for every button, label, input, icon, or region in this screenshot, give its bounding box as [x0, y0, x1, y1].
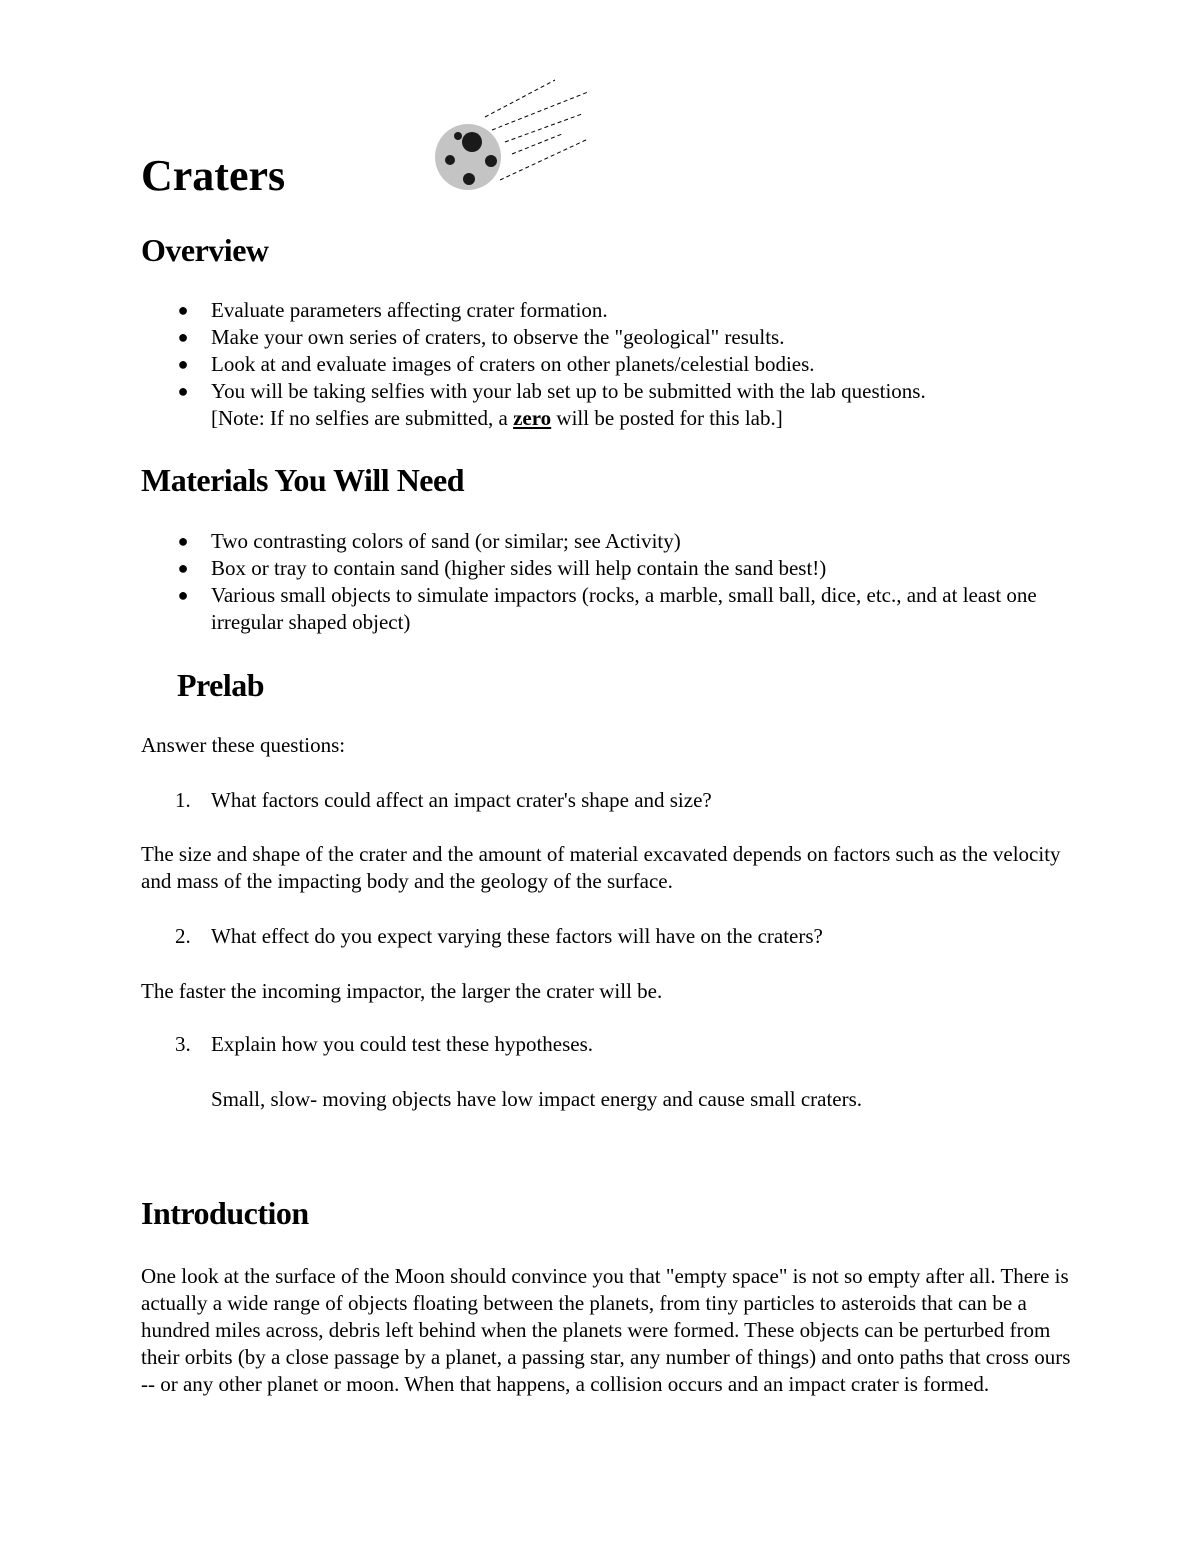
bullet-icon: ● — [177, 381, 189, 401]
page-title: Craters — [141, 151, 286, 200]
list-item: ● You will be taking selfies with your lab set up to be submitted with the lab questions. — [177, 379, 926, 403]
list-item: ● Evaluate parameters affecting crater formation. — [177, 298, 608, 322]
prelab-intro: Answer these questions: — [141, 733, 346, 757]
overview-list — [141, 297, 1101, 432]
document-page: Craters Overview ● Evaluate parameters affecting crater formation. ● Make your own series of craters, to observe the "geological" results. ● Look at and evaluate images of craters on other planets/celestial bodies. ● You will be taking selfies with your lab set up to be submitted with the lab questions. [Note: If no selfies are submitted, a zero will be posted for this lab.] Materials You Will Need ● Two contrasting colors of sand (or similar; see Activity) ● Box or tray to contain sand (higher sides will help contain the sand best!) ● Various small objects to simulate impactors (rocks, a marble, small ball, dice, etc., and at least one irregular shaped object) Prelab Answer these questions: 1. What factors could affect an impact crater's shape and size? The size and shape of the crater and the amount of material excavated depends on factors such as the velocity and mass of the impacting body and the geology of the surface. 2. What effect do you expect varying these factors will have on the craters? The faster the incoming impactor, the larger the crater will be. 3. Explain how you could test these hypotheses. Small, slow- moving objects have low impact energy and cause small craters. Introduction One look at the surface of the Moon should convince you that "empty space" is not so empty after all. There is actually a wide range of objects floating between the planets, from tiny particles to asteroids that can be a hundred miles across, debris left behind when the planets were formed. These objects can be perturbed from their orbits (by a close passage by a planet, a passing star, any number of things) and onto paths that cross ours -- or any other planet or moon. When that happens, a collision occurs and an impact crater is formed. — [0, 0, 1200, 1553]
list-item: ● Make your own series of craters, to observe the "geological" results. — [177, 325, 785, 349]
list-item: ● Various small objects to simulate impactors (rocks, a marble, small ball, dice, etc., and at least one irregular shaped object) — [177, 583, 1037, 634]
overview-heading: Overview — [141, 232, 269, 268]
introduction-paragraph: One look at the surface of the Moon should convince you that "empty space" is not so empty after all. There is actually a wide range of objects floating between the planets, from tiny particles to asteroids that can be a hundred miles across, debris left behind when the planets were formed. These objects can be perturbed from their orbits (by a close passage by a planet, a passing star, any number of things) and onto paths that cross ours -- or any other planet or moon. When that happens, a collision occurs and an impact crater is formed. — [141, 1264, 1071, 1396]
list-item: ● Box or tray to contain sand (higher sides will help contain the sand best!) — [177, 556, 827, 580]
list-item: ● Two contrasting colors of sand (or similar; see Activity) — [177, 529, 681, 553]
prelab-answer: The size and shape of the crater and the amount of material excavated depends on factors such as the velocity and mass of the impacting body and the geology of the surface. — [141, 842, 1061, 893]
prelab-answer: Small, slow- moving objects have low impact energy and cause small craters. — [211, 1087, 863, 1111]
bullet-icon: ● — [177, 300, 189, 320]
bullet-icon: ● — [177, 585, 189, 605]
prelab-answer: The faster the incoming impactor, the larger the crater will be. — [141, 979, 663, 1003]
bullet-icon: ● — [177, 354, 189, 374]
materials-heading: Materials You Will Need — [141, 462, 464, 498]
bullet-icon: ● — [177, 558, 189, 578]
prelab-heading: Prelab — [177, 667, 265, 703]
list-item: ● Look at and evaluate images of craters on other planets/celestial bodies. — [177, 352, 815, 376]
overview-note: [Note: If no selfies are submitted, a zero will be posted for this lab.] — [211, 406, 783, 430]
materials-list — [141, 528, 1066, 636]
bullet-icon: ● — [177, 327, 189, 347]
zero-emphasis: zero — [513, 406, 552, 430]
introduction-heading: Introduction — [141, 1195, 309, 1231]
meteor-icon — [430, 72, 600, 197]
bullet-icon: ● — [177, 531, 189, 551]
